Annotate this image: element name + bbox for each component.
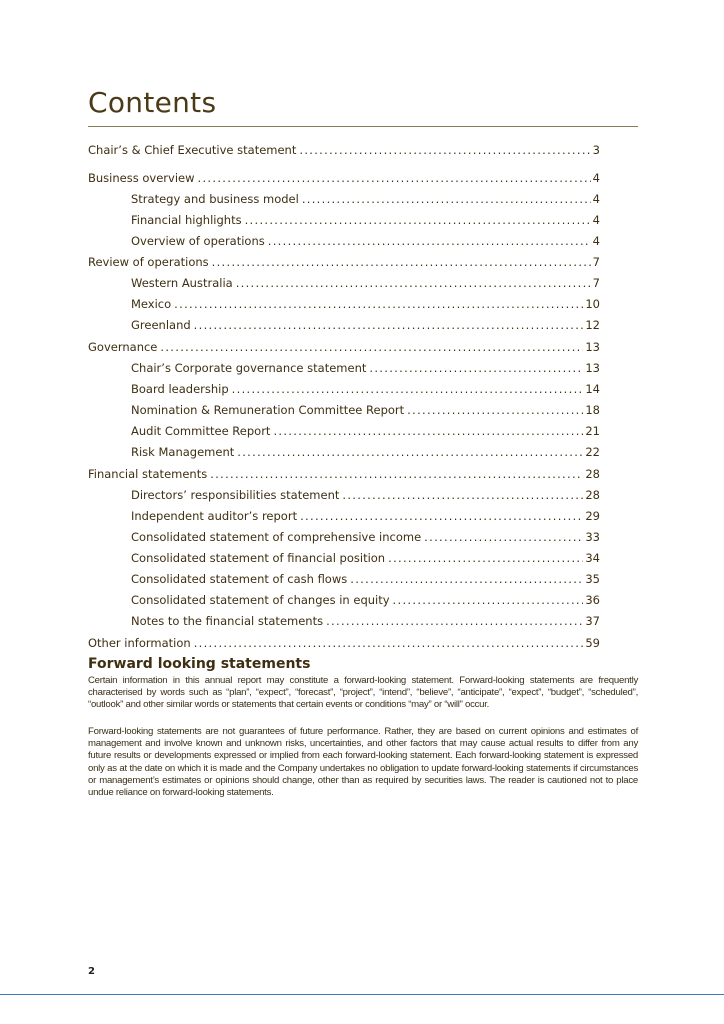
toc-entry-label: Overview of operations bbox=[131, 234, 265, 248]
toc-entry-page: 7 bbox=[592, 255, 600, 269]
toc-entry-label: Review of operations bbox=[88, 255, 209, 269]
toc-entry-corporate-governance[interactable] bbox=[131, 359, 600, 377]
toc-entry-label: Financial statements bbox=[88, 467, 208, 481]
title-divider bbox=[88, 126, 638, 127]
toc-entry-page: 28 bbox=[585, 467, 600, 481]
toc-entry-page: 13 bbox=[585, 340, 600, 354]
toc-entry-page: 29 bbox=[585, 509, 600, 523]
toc-entry-review-operations[interactable] bbox=[88, 253, 600, 271]
toc-entry-cash-flows[interactable] bbox=[131, 570, 600, 588]
toc-leader bbox=[268, 232, 591, 250]
toc-leader bbox=[194, 634, 584, 652]
toc-entry-page: 4 bbox=[592, 213, 600, 227]
toc-entry-auditors-report[interactable] bbox=[131, 507, 600, 525]
forward-looking-paragraph-1: Certain information in this annual report may constitute a forward-looking statement. Forward-looking statements are frequently characterised by words such as “plan”, “expect”, “forecast”, “project”, “intend”, “believe”, “anticipate”, “expect”, “budget”, “scheduled”, “outlook” and other similar words or statements that certain events or conditions “may” or “will” occur. bbox=[88, 675, 638, 711]
toc-leader bbox=[232, 380, 584, 398]
toc-entry-label: Risk Management bbox=[131, 445, 235, 459]
toc-entry-label: Nomination & Remuneration Committee Report bbox=[131, 403, 405, 417]
toc-entry-label: Chair’s & Chief Executive statement bbox=[88, 143, 297, 157]
toc-entry-page: 36 bbox=[585, 593, 600, 607]
toc-entry-page: 7 bbox=[592, 276, 600, 290]
page-number: 2 bbox=[88, 966, 95, 977]
toc-leader bbox=[388, 549, 583, 567]
toc-entry-label: Mexico bbox=[131, 297, 172, 311]
toc-leader bbox=[174, 295, 583, 313]
toc-entry-page: 3 bbox=[592, 143, 600, 157]
toc-entry-page: 4 bbox=[592, 234, 600, 248]
toc-entry-page: 14 bbox=[585, 382, 600, 396]
toc-leader bbox=[342, 486, 583, 504]
toc-entry-label: Notes to the financial statements bbox=[131, 614, 324, 628]
footer-divider bbox=[0, 994, 724, 995]
toc-entry-governance[interactable] bbox=[88, 338, 600, 356]
toc-leader bbox=[302, 190, 591, 208]
toc-entry-greenland[interactable] bbox=[131, 316, 600, 334]
toc-entry-page: 28 bbox=[585, 488, 600, 502]
toc-entry-label: Consolidated statement of comprehensive income bbox=[131, 530, 422, 544]
toc-entry-page: 22 bbox=[585, 445, 600, 459]
toc-entry-label: Business overview bbox=[88, 171, 195, 185]
toc-entry-financial-statements[interactable] bbox=[88, 465, 600, 483]
forward-looking-paragraph-2: Forward-looking statements are not guarantees of future performance. Rather, they are based on current opinions and estimates of management and involve known and unknown risks, uncertainties, and other factors that may cause actual results to differ from any future results or developments expressed or implied from each forward-looking statement. Each forward-looking statement is expressed only as at the date on which it is made and the Company undertakes no obligation to update forward-looking statements if circumstances or management’s estimates or opinions should change, other than as required by securities laws. The reader is cautioned not to place undue reliance on forward-looking statements. bbox=[88, 726, 638, 799]
toc-leader bbox=[407, 401, 583, 419]
toc-entry-notes[interactable] bbox=[131, 612, 600, 630]
toc-entry-mexico[interactable] bbox=[131, 295, 600, 313]
toc-entry-page: 59 bbox=[585, 636, 600, 650]
toc-entry-label: Board leadership bbox=[131, 382, 229, 396]
toc-entry-page: 34 bbox=[585, 551, 600, 565]
toc-entry-western-australia[interactable] bbox=[131, 274, 600, 292]
toc-entry-page: 18 bbox=[585, 403, 600, 417]
toc-entry-label: Directors’ responsibilities statement bbox=[131, 488, 340, 502]
toc-leader bbox=[393, 591, 584, 609]
toc-entry-audit-committee[interactable] bbox=[131, 422, 600, 440]
toc-entry-label: Independent auditor’s report bbox=[131, 509, 298, 523]
toc-entry-page: 33 bbox=[585, 530, 600, 544]
toc-entry-label: Consolidated statement of changes in equity bbox=[131, 593, 390, 607]
toc-entry-label: Audit Committee Report bbox=[131, 424, 271, 438]
toc-leader bbox=[198, 169, 591, 187]
forward-looking-heading: Forward looking statements bbox=[88, 656, 311, 672]
toc-entry-label: Other information bbox=[88, 636, 191, 650]
toc-entry-label: Consolidated statement of financial position bbox=[131, 551, 386, 565]
toc-leader bbox=[237, 443, 583, 461]
toc-leader bbox=[245, 211, 591, 229]
toc-entry-financial-highlights[interactable] bbox=[131, 211, 600, 229]
toc-entry-page: 4 bbox=[592, 192, 600, 206]
toc-entry-page: 10 bbox=[585, 297, 600, 311]
toc-entry-page: 13 bbox=[585, 361, 600, 375]
toc-entry-label: Greenland bbox=[131, 318, 191, 332]
toc-entry-board-leadership[interactable] bbox=[131, 380, 600, 398]
toc-entry-label: Chair’s Corporate governance statement bbox=[131, 361, 367, 375]
toc-leader bbox=[194, 316, 584, 334]
toc-leader bbox=[424, 528, 583, 546]
toc-leader bbox=[299, 141, 590, 159]
toc-entry-page: 4 bbox=[592, 171, 600, 185]
toc-entry-label: Western Australia bbox=[131, 276, 233, 290]
toc-entry-page: 12 bbox=[585, 318, 600, 332]
toc-entry-nomination-remuneration[interactable] bbox=[131, 401, 600, 419]
toc-entry-business-overview[interactable] bbox=[88, 169, 600, 187]
toc-entry-label: Consolidated statement of cash flows bbox=[131, 572, 348, 586]
toc-entry-label: Financial highlights bbox=[131, 213, 242, 227]
toc-entry-page: 35 bbox=[585, 572, 600, 586]
toc-entry-strategy[interactable] bbox=[131, 190, 600, 208]
toc-leader bbox=[350, 570, 583, 588]
toc-entry-chairs-statement[interactable] bbox=[88, 141, 600, 159]
toc-leader bbox=[160, 338, 583, 356]
toc-leader bbox=[326, 612, 583, 630]
toc-leader bbox=[210, 465, 583, 483]
toc-entry-comprehensive-income[interactable] bbox=[131, 528, 600, 546]
toc-entry-other-information[interactable] bbox=[88, 634, 600, 652]
toc-entry-page: 37 bbox=[585, 614, 600, 628]
toc-entry-risk-management[interactable] bbox=[131, 443, 600, 461]
toc-leader bbox=[273, 422, 583, 440]
toc-leader bbox=[236, 274, 591, 292]
toc-entry-changes-in-equity[interactable] bbox=[131, 591, 600, 609]
toc-entry-label: Governance bbox=[88, 340, 158, 354]
toc-leader bbox=[212, 253, 591, 271]
toc-entry-label: Strategy and business model bbox=[131, 192, 299, 206]
toc-entry-page: 21 bbox=[585, 424, 600, 438]
toc-entry-directors-responsibilities[interactable] bbox=[131, 486, 600, 504]
toc-leader bbox=[369, 359, 583, 377]
toc-leader bbox=[300, 507, 583, 525]
toc-entry-overview-operations[interactable] bbox=[131, 232, 600, 250]
toc-entry-financial-position[interactable] bbox=[131, 549, 600, 567]
page-title: Contents bbox=[88, 86, 217, 119]
